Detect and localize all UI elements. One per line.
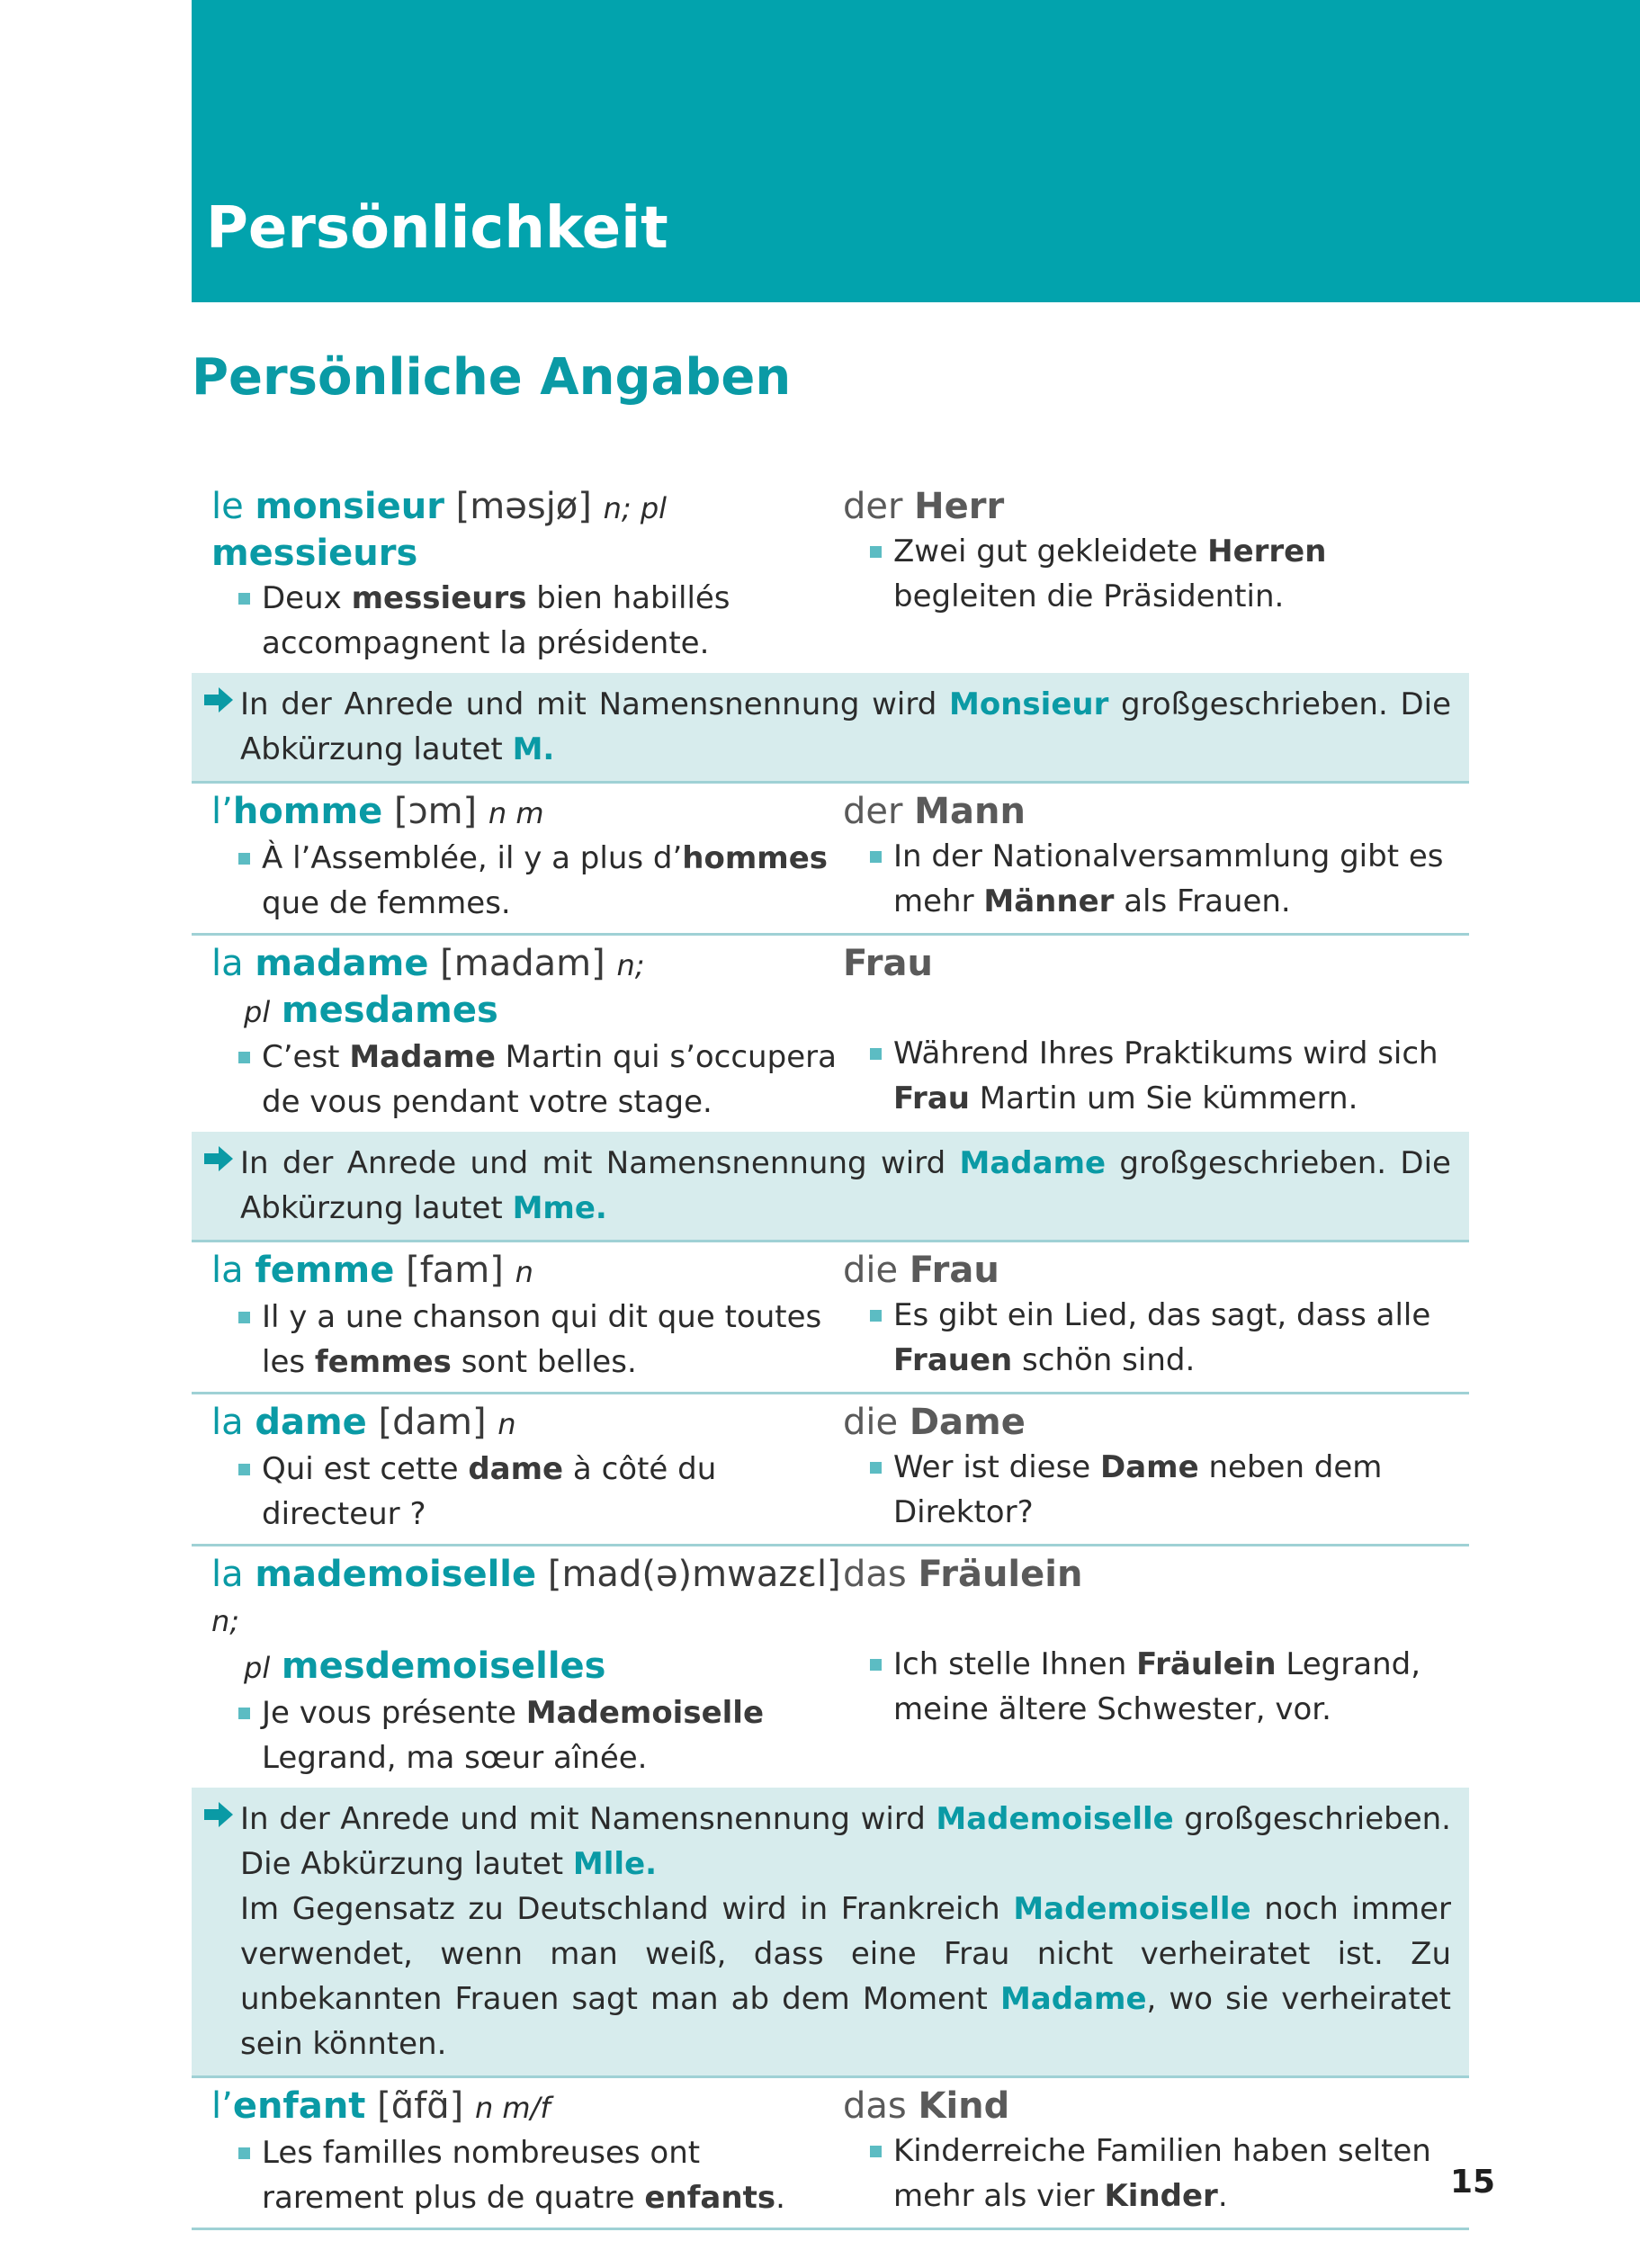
french-column: [192, 1248, 843, 1385]
bullet-square-icon: [238, 853, 250, 865]
lemma: femme: [255, 1250, 395, 1291]
pronunciation: [ɔm]: [394, 791, 478, 832]
pronunciation: [dam]: [378, 1402, 487, 1443]
french-column: [192, 941, 843, 1125]
entry-homme: [192, 784, 1469, 936]
example-de: Wer ist diese Dame neben dem Direktor?: [843, 1445, 1451, 1535]
grammar-label: n; pl: [603, 491, 668, 525]
bullet-square-icon: [870, 851, 882, 863]
entry-monsieur: [192, 479, 1469, 673]
headword-line: [211, 1248, 843, 1295]
pronunciation: [mad(ə)mwazɛl]: [547, 1554, 841, 1595]
example-fr: Il y a une chanson qui dit que toutes les femmes sont belles.: [211, 1295, 843, 1385]
entry-mademoiselle: [192, 1546, 1469, 1788]
german-column: [843, 1552, 1469, 1780]
headword-line: [211, 484, 843, 576]
german-column: [843, 941, 1469, 1125]
translation: Fräulein: [918, 1554, 1083, 1595]
article: la: [211, 943, 244, 984]
grammar-label: n;: [616, 948, 645, 982]
page-number: 15: [1450, 2164, 1496, 2201]
lemma: enfant: [232, 2085, 366, 2127]
grammar-label: n m: [488, 796, 544, 830]
bullet-square-icon: [238, 593, 250, 605]
german-column: [843, 484, 1469, 666]
article: l’: [211, 791, 233, 832]
arrow-right-icon: [202, 1798, 235, 1831]
article: le: [211, 486, 244, 527]
entry-dame: [192, 1394, 1469, 1546]
article: die: [843, 1250, 899, 1291]
example-fr: À l’Assemblée, il y a plus d’hommes que de femmes.: [211, 836, 843, 926]
headword-line: [211, 941, 843, 988]
french-column: [192, 1400, 843, 1537]
lemma: madame: [255, 943, 429, 984]
french-column: [192, 1552, 843, 1780]
german-column: [843, 2084, 1469, 2220]
lemma: monsieur: [255, 486, 444, 527]
example-fr: Les familles nombreuses ont rarement plus de quatre enfants.: [211, 2130, 843, 2220]
vocabulary-list: [192, 479, 1469, 2230]
headword-line: [211, 789, 843, 836]
german-column: [843, 789, 1469, 926]
bullet-square-icon: [870, 1048, 882, 1060]
section-title: Persönliche Angaben: [192, 348, 792, 407]
example-de: Es gibt ein Lied, das sagt, dass alle Frauen schön sind.: [843, 1293, 1451, 1383]
article: das: [843, 2085, 907, 2127]
grammar-label: n: [497, 1407, 516, 1441]
lemma: homme: [232, 791, 383, 832]
example-fr: C’est Madame Martin qui s’occupera de vous pendant votre stage.: [211, 1035, 843, 1125]
lemma: mademoiselle: [255, 1554, 537, 1595]
bullet-square-icon: [870, 1310, 882, 1322]
article: der: [843, 486, 903, 527]
arrow-right-icon: [202, 1143, 235, 1175]
plural-form: messieurs: [211, 533, 418, 574]
headword-line: [211, 1552, 843, 1644]
note-monsieur: In der Anrede und mit Namensnennung wird Monsieur großgeschrieben. Die Abkürzung lautet M.: [192, 673, 1469, 784]
example-fr: Je vous présente Mademoiselle Legrand, ma sœur aînée.: [211, 1690, 843, 1780]
article: la: [211, 1402, 244, 1443]
example-fr: Qui est cette dame à côté du directeur ?: [211, 1447, 843, 1537]
plural-label: pl: [244, 995, 271, 1029]
french-column: [192, 484, 843, 666]
pronunciation: [məsjø]: [455, 486, 592, 527]
bullet-square-icon: [870, 1462, 882, 1474]
bullet-square-icon: [238, 1708, 250, 1719]
translation: Herr: [914, 486, 1005, 527]
plural-line: [211, 988, 843, 1035]
translation: Mann: [914, 791, 1026, 832]
bullet-square-icon: [870, 546, 882, 558]
example-de: Kinderreiche Familien haben selten mehr als vier Kinder.: [843, 2129, 1451, 2219]
entry-femme: [192, 1242, 1469, 1394]
example-de: Ich stelle Ihnen Fräulein Legrand, meine ältere Schwester, vor.: [843, 1642, 1451, 1732]
bullet-square-icon: [238, 1312, 250, 1323]
pronunciation: [ɑ̃fɑ̃]: [377, 2085, 464, 2127]
bullet-square-icon: [238, 2147, 250, 2159]
note-madame: In der Anrede und mit Namensnennung wird Madame großgeschrieben. Die Abkürzung lautet Mme.: [192, 1132, 1469, 1242]
article: la: [211, 1554, 244, 1595]
grammar-label: n m/f: [474, 2091, 551, 2125]
french-column: [192, 2084, 843, 2220]
example-de: Während Ihres Praktikums wird sich Frau Martin um Sie kümmern.: [843, 1031, 1451, 1121]
plural-label: pl: [244, 1651, 271, 1685]
translation: Frau: [909, 1250, 999, 1291]
headword-line: [211, 2084, 843, 2130]
bullet-square-icon: [870, 1659, 882, 1671]
bullet-square-icon: [870, 2146, 882, 2157]
plural-form: mesdames: [281, 990, 498, 1031]
french-column: [192, 789, 843, 926]
lemma: dame: [255, 1402, 367, 1443]
german-column: [843, 1248, 1469, 1385]
plural-line: [211, 1644, 843, 1690]
pronunciation: [madam]: [440, 943, 605, 984]
bullet-square-icon: [238, 1464, 250, 1475]
article: la: [211, 1250, 244, 1291]
chapter-title: Persönlichkeit: [206, 195, 668, 262]
article: das: [843, 1554, 907, 1595]
note-mademoiselle: In der Anrede und mit Namensnennung wird Mademoiselle großgeschrieben. Die Abkürzung lautet Mlle. Im Gegensatz zu Deutschland wird in Frankreich Mademoiselle noch immer verwendet, wenn man weiß, dass eine Frau nicht verheiratet ist. Zu unbekannten Frauen sagt man ab dem Moment Madame, wo sie verheiratet sein könnten.: [192, 1788, 1469, 2078]
example-de: Zwei gut gekleidete Herren begleiten die Präsidentin.: [843, 529, 1451, 619]
article: der: [843, 791, 903, 832]
entry-madame: [192, 936, 1469, 1132]
plural-form: mesdemoiselles: [281, 1645, 606, 1687]
chapter-banner: [192, 0, 1640, 302]
grammar-label: n;: [211, 1604, 240, 1638]
grammar-label: n: [515, 1255, 533, 1289]
headword-line: [211, 1400, 843, 1447]
entry-enfant: [192, 2078, 1469, 2230]
translation: Dame: [909, 1402, 1026, 1443]
translation: Frau: [843, 943, 933, 984]
bullet-square-icon: [238, 1052, 250, 1063]
article: die: [843, 1402, 899, 1443]
example-fr: Deux messieurs bien habillés accompagnent la présidente.: [211, 576, 843, 666]
translation: Kind: [918, 2085, 1010, 2127]
german-column: [843, 1400, 1469, 1537]
example-de: In der Nationalversammlung gibt es mehr Männer als Frauen.: [843, 834, 1451, 924]
article: l’: [211, 2085, 233, 2127]
arrow-right-icon: [202, 684, 235, 716]
pronunciation: [fam]: [406, 1250, 504, 1291]
